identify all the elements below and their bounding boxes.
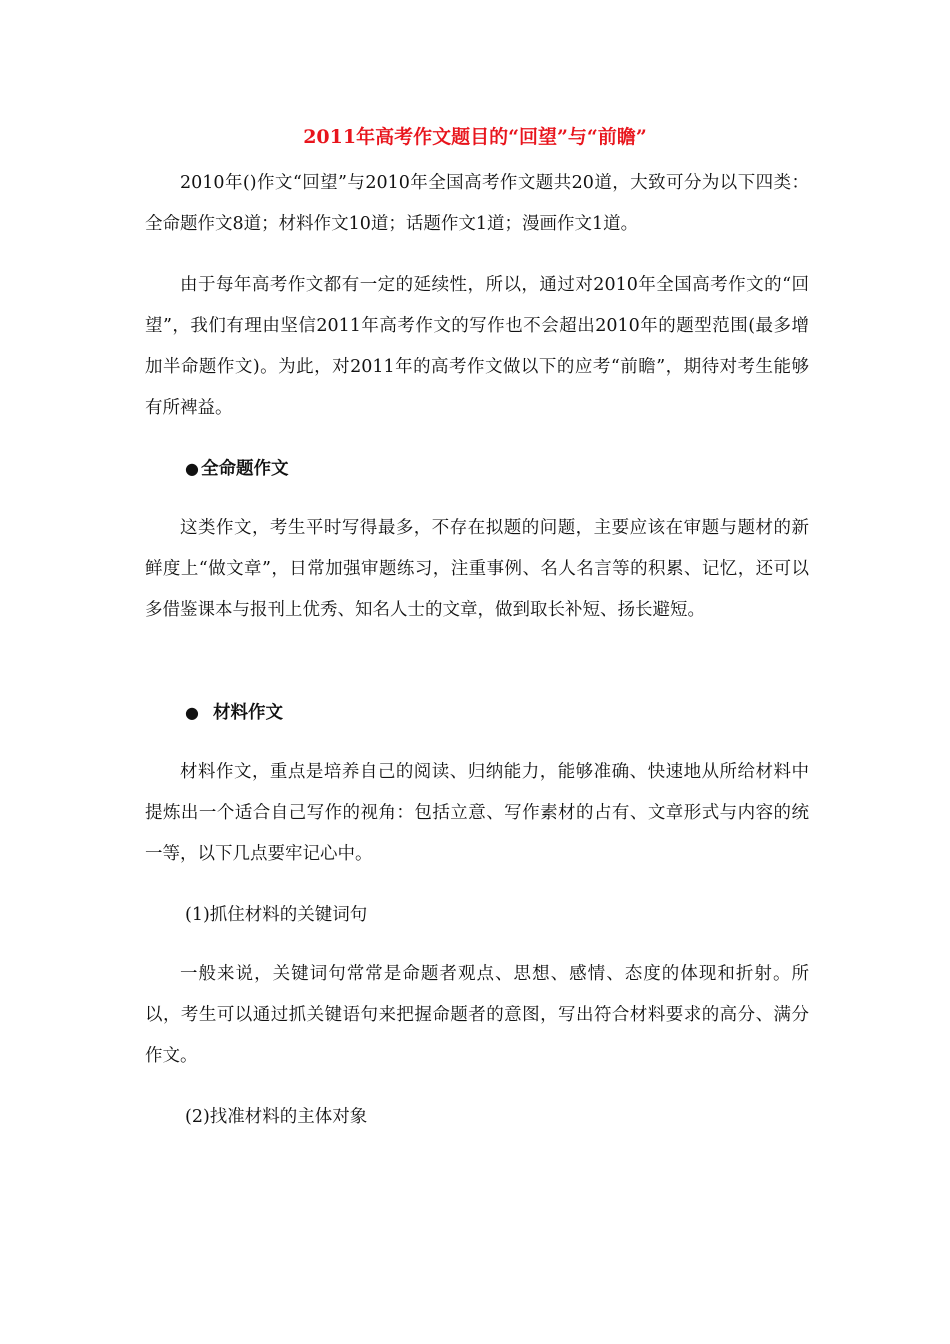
document-title: 2011年高考作文题目的“回望”与“前瞻” — [303, 126, 647, 148]
subheading-main-subject: (2)找准材料的主体对象 — [185, 1107, 368, 1127]
subheading-key-phrases: (1)抓住材料的关键词句 — [185, 905, 368, 925]
section-heading-material-essay — [185, 698, 283, 728]
section-heading-text: 材料作文 — [212, 703, 283, 723]
paragraph-continuity: 由于每年高考作文都有一定的延续性，所以，通过对2010年全国高考作文的“回望”，我们有理由坚信2011年高考作文的写作也不会超出2010年的题型范围(最多增加半命题作文)。为此，对2011年的高考作文做以下的应考“前瞻”，期待对考生能够有所裨益。 — [145, 275, 809, 418]
paragraph-full-title-essay: 这类作文，考生平时写得最多，不存在拟题的问题，主要应该在审题与题材的新鲜度上“做文章”，日常加强审题练习，注重事例、名人名言等的积累、记忆，还可以多借鉴课本与报刊上优秀、知名人士的文章，做到取长补短、扬长避短。 — [145, 518, 809, 620]
bullet-icon: ● — [185, 459, 199, 478]
paragraph-material-essay: 材料作文，重点是培养自己的阅读、归纳能力，能够准确、快速地从所给材料中提炼出一个适合自己写作的视角：包括立意、写作素材的占有、文章形式与内容的统一等，以下几点要牢记心中。 — [145, 762, 809, 864]
section-heading-text: 全命题作文 — [200, 459, 289, 479]
paragraph-intro: 2010年()作文“回望”与2010年全国高考作文题共20道，大致可分为以下四类：全命题作文8道；材料作文10道；话题作文1道；漫画作文1道。 — [145, 173, 809, 234]
paragraph-key-phrases: 一般来说，关键词句常常是命题者观点、思想、感情、态度的体现和折射。所以，考生可以通过抓关键语句来把握命题者的意图，写出符合材料要求的高分、满分作文。 — [145, 964, 809, 1066]
section-heading-full-title-essay — [185, 454, 288, 484]
bullet-icon: ● — [185, 703, 199, 722]
